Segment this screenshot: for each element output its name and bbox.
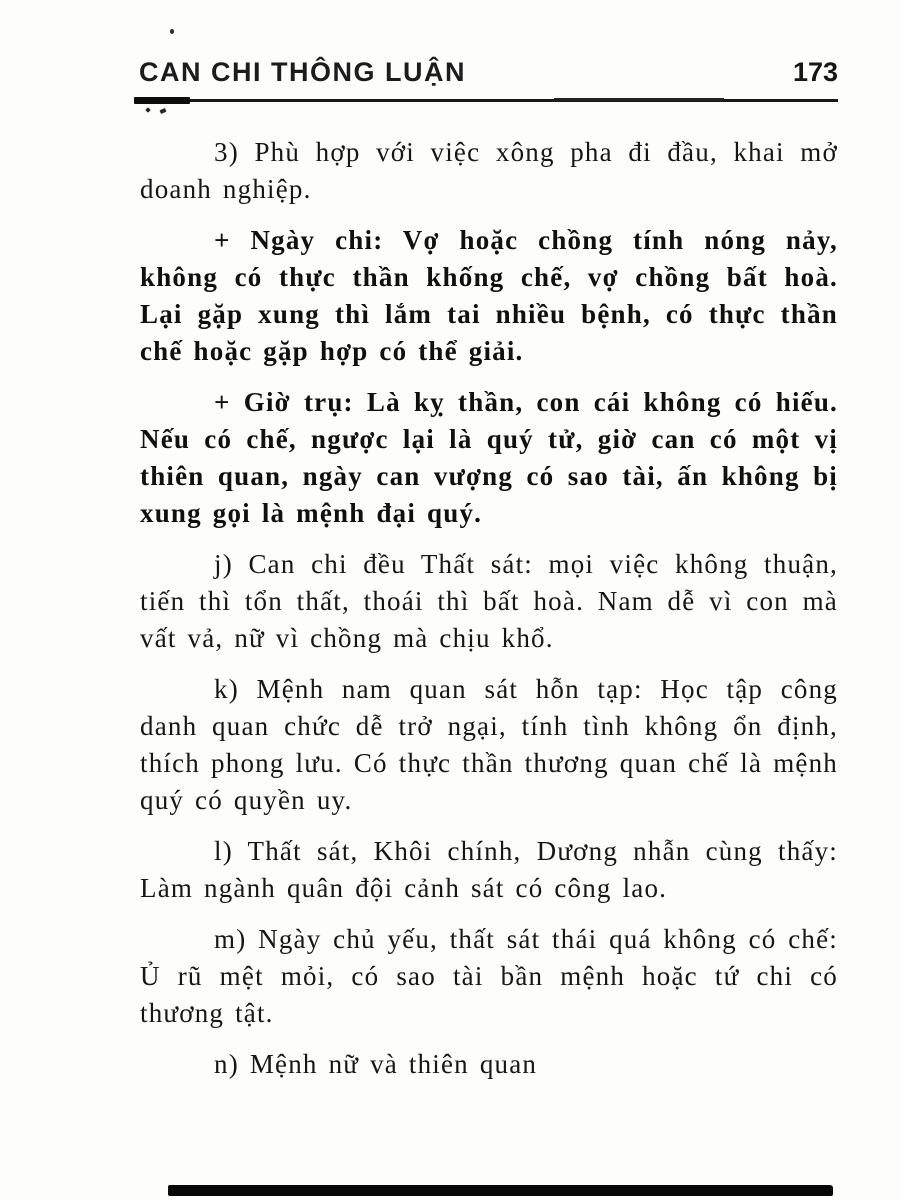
paragraph-m-ngay-chu-yeu: m) Ngày chủ yếu, thất sát thái quá không có chế: Ủ rũ mệt mỏi, có sao tài bần mệnh hoặc tứ chi có thương tật. bbox=[140, 924, 838, 1028]
paragraph-ngay-chi: + Ngày chi: Vợ hoặc chồng tính nóng nảy, không có thực thần khống chế, vợ chồng bất hoà. Lại gặp xung thì lắm tai nhiều bệnh, có thực thần chế hoặc gặp hợp có thể giải. bbox=[140, 225, 838, 366]
paragraph-n-menh-nu: n) Mệnh nữ và thiên quan bbox=[214, 1049, 538, 1079]
page-body-text bbox=[140, 134, 838, 1097]
header-rule-thick-segment bbox=[134, 97, 190, 104]
paragraph-l-that-sat: l) Thất sát, Khôi chính, Dương nhẫn cùng thấy: Làm ngành quân đội cảnh sát có công lao. bbox=[140, 836, 838, 903]
paragraph-3-phu-hop: 3) Phù hợp với việc xông pha đi đầu, khai mở doanh nghiệp. bbox=[140, 137, 838, 204]
header-rule bbox=[134, 99, 838, 102]
paragraph-j-can-chi: j) Can chi đều Thất sát: mọi việc không thuận, tiến thì tổn thất, thoái thì bất hoà. Nam dễ vì con mà vất vả, nữ vì chồng mà chịu khổ. bbox=[140, 549, 838, 653]
header-rule-step-segment bbox=[554, 98, 724, 101]
page-number: 173 bbox=[792, 57, 838, 87]
paragraph-k-menh-nam: k) Mệnh nam quan sát hỗn tạp: Học tập công danh quan chức dễ trở ngại, tính tình không ổn định, thích phong lưu. Có thực thần thương quan chế là mệnh quý có quyền uy. bbox=[140, 674, 838, 815]
paragraph-gio-tru: + Giờ trụ: Là kỵ thần, con cái không có hiếu. Nếu có chế, ngược lại là quý tử, giờ can có một vị thiên quan, ngày can vượng có sao tài, ấn không bị xung gọi là mệnh đại quý. bbox=[140, 387, 838, 528]
running-header-title: CAN CHI THÔNG LUẬN bbox=[139, 57, 466, 87]
scan-speck bbox=[159, 108, 166, 114]
scan-artifact-bottom-bar bbox=[168, 1185, 833, 1196]
scan-speck bbox=[145, 107, 151, 113]
scan-speck bbox=[170, 29, 174, 34]
